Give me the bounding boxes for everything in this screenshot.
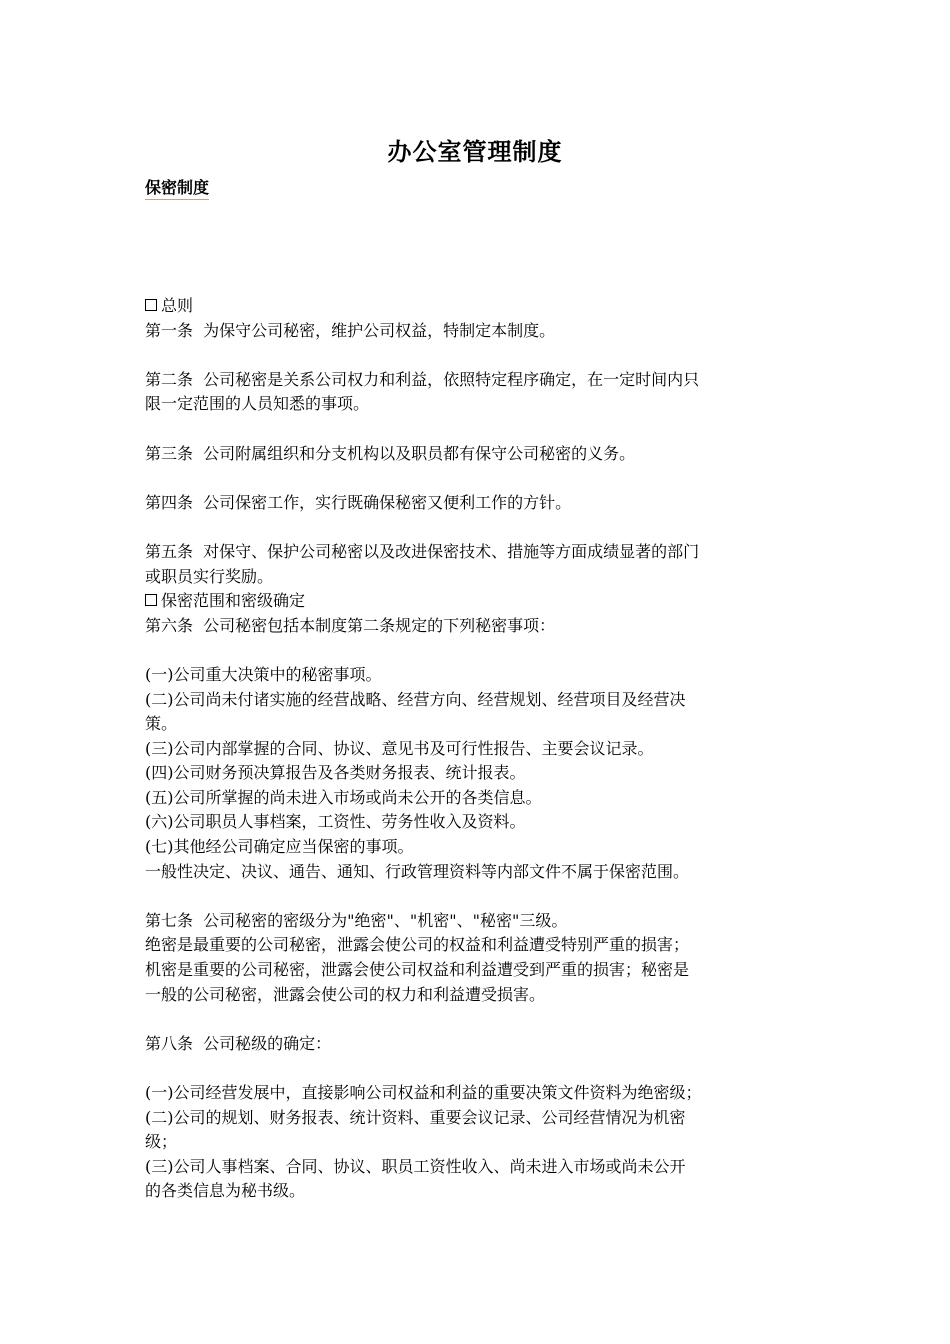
section-heading xyxy=(145,294,807,319)
paragraph-line: 一般的公司秘密，泄露会使公司的权力和利益遭受损害。 xyxy=(145,984,546,1004)
paragraph-line: (五)公司所掌握的尚未进入市场或尚未公开的各类信息。 xyxy=(145,787,542,807)
section-heading-text: 保密范围和密级确定 xyxy=(161,591,306,611)
paragraph-line: 或职员实行奖励。 xyxy=(145,566,274,586)
document-title: 办公室管理制度 xyxy=(387,138,563,166)
blank-line xyxy=(145,343,807,368)
blank-line xyxy=(145,515,807,540)
paragraph-line: (二)公司尚未付诸实施的经营战略、经营方向、经营规划、经营项目及经营决 xyxy=(145,689,686,709)
paragraph-line: 限一定范围的人员知悉的事项。 xyxy=(145,394,370,414)
paragraph-line: (三)公司内部掌握的合同、协议、意见书及可行性报告、主要会议记录。 xyxy=(145,738,654,758)
checkbox-square-icon xyxy=(145,299,157,311)
paragraph-line: 一般性决定、决议、通告、通知、行政管理资料等内部文件不属于保密范围。 xyxy=(145,861,690,881)
paragraph-line: 第五条 对保守、保护公司秘密以及改进保密技术、措施等方面成绩显著的部门 xyxy=(145,541,700,561)
paragraph-line: 第一条 为保守公司秘密，维护公司权益，特制定本制度。 xyxy=(145,320,556,340)
paragraph-line: 绝密是最重要的公司秘密，泄露会使公司的权益和利益遭受特别严重的损害； xyxy=(145,935,690,955)
paragraph-line: (二)公司的规划、财务报表、统计资料、重要会议记录、公司经营情况为机密 xyxy=(145,1107,686,1127)
paragraph-line: 第七条 公司秘密的密级分为"绝密"、"机密"、"秘密"三级。 xyxy=(145,910,568,930)
blank-line xyxy=(145,466,807,491)
paragraph-line: 第八条 公司秘级的确定： xyxy=(145,1033,332,1053)
blank-line xyxy=(145,1007,807,1032)
paragraph-line: (四)公司财务预决算报告及各类财务报表、统计报表。 xyxy=(145,763,526,783)
paragraph-line: 的各类信息为秘书级。 xyxy=(145,1181,306,1201)
blank-line xyxy=(145,417,807,442)
paragraph-line: (六)公司职员人事档案，工资性、劳务性收入及资料。 xyxy=(145,812,526,832)
section-subtitle: 保密制度 xyxy=(145,177,209,200)
section-heading xyxy=(145,589,807,614)
checkbox-square-icon xyxy=(145,594,157,606)
document-body xyxy=(145,294,807,1204)
paragraph-line: 机密是重要的公司秘密，泄露会使公司权益和利益遭受到严重的损害；秘密是 xyxy=(145,960,690,980)
paragraph-line: 级； xyxy=(145,1132,178,1152)
paragraph-line: 第四条 公司保密工作，实行既确保秘密又便利工作的方针。 xyxy=(145,492,572,512)
blank-line xyxy=(145,638,807,663)
paragraph-line: (七)其他经公司确定应当保密的事项。 xyxy=(145,837,414,857)
paragraph-line: (一)公司经营发展中，直接影响公司权益和利益的重要决策文件资料为绝密级； xyxy=(145,1083,702,1102)
section-heading-text: 总则 xyxy=(161,296,194,315)
paragraph-line: (一)公司重大决策中的秘密事项。 xyxy=(145,664,382,684)
paragraph-line: 策。 xyxy=(145,714,178,734)
paragraph-line: 第六条 公司秘密包括本制度第二条规定的下列秘密事项： xyxy=(145,615,556,635)
blank-line xyxy=(145,1056,807,1081)
paragraph-line: 第三条 公司附属组织和分支机构以及职员都有保守公司秘密的义务。 xyxy=(145,443,636,463)
paragraph-line: 第二条 公司秘密是关系公司权力和利益，依照特定程序确定，在一定时间内只 xyxy=(145,369,700,389)
paragraph-line: (三)公司人事档案、合同、协议、职员工资性收入、尚未进入市场或尚未公开 xyxy=(145,1156,686,1176)
blank-line xyxy=(145,884,807,909)
